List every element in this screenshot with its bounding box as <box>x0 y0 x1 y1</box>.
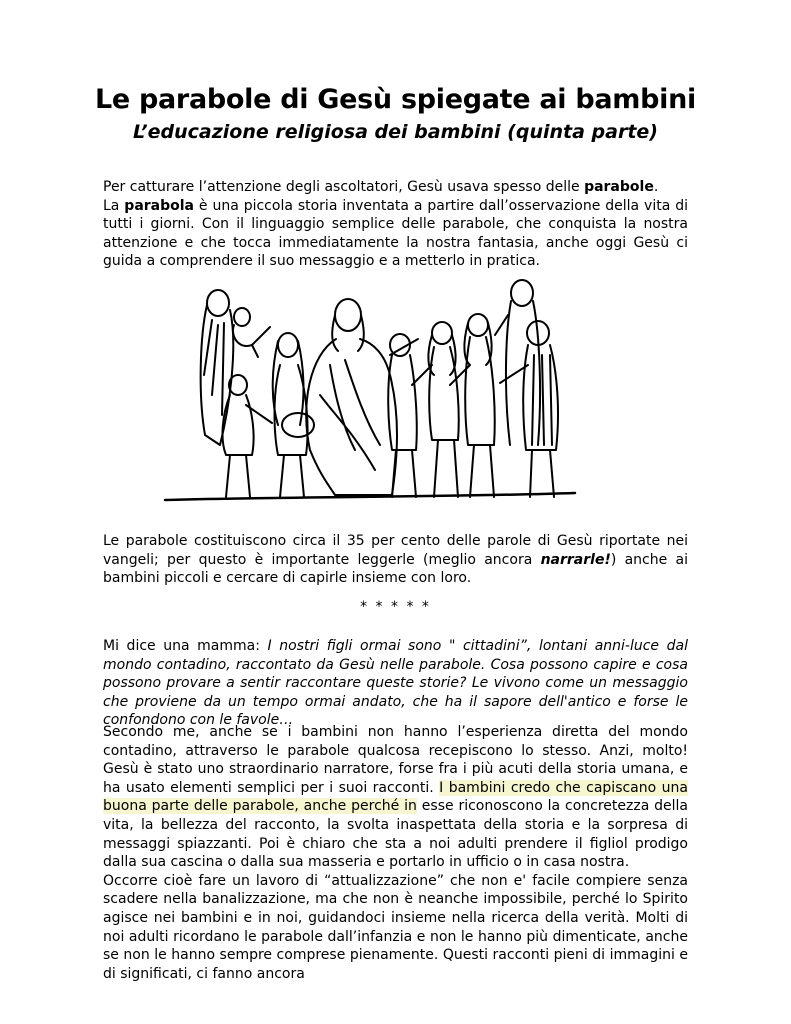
paragraph-quote <box>103 637 688 730</box>
emphasis-narrarle: narrarle! <box>540 551 611 568</box>
intro-line <box>103 178 688 197</box>
intro-paragraph-text: è una piccola storia inventata a partire dall’osservazione della vita di tutti i giorni. Con il linguaggio semplice delle parabole, che conquista la nostra attenzione e che tocca immediatamente la nostra fantasia, anche oggi Gesù ci guida a comprendere il suo messaggio e a metterlo in pratica. <box>103 197 688 270</box>
quote-text: I nostri figli ormai sono " cittadini”, lontani anni-luce dal mondo contadino, raccontato da Gesù nelle parabole. Cosa possono capire e cosa possono provare a sentir raccontare queste storie? Le vivono come un messaggio che proviene da un tempo ormai andato, che ha il sapore dell'antico e forse le confondono con le favole… <box>103 638 688 729</box>
intro-line-text: Per catturare l’attenzione degli ascoltatori, Gesù usava spesso delle <box>103 179 585 195</box>
intro-line-end: . <box>653 179 659 195</box>
page-subtitle: L’educazione religiosa dei bambini (quinta parte) <box>133 121 658 143</box>
page-title: Le parabole di Gesù spiegate ai bambini <box>94 84 697 115</box>
section-separator: * * * * * <box>360 599 431 615</box>
quote-intro: Mi dice una mamma: <box>103 638 268 654</box>
intro-section <box>103 178 688 271</box>
highlighted-text: I bambini credo che capiscano una buona parte delle parabole, anche perché in <box>103 779 688 815</box>
jesus-with-children-drawing-icon <box>160 275 580 510</box>
opinion-text-continued: esse riconoscono la concretezza della vita, la bellezza del racconto, la svolta inaspettata della storia e la sorpresa di messaggi spiazzanti. Poi è chiaro che sta a noi adulti prendere il figliol prodigo dalla sua cascina o dalla sua masseria e portarlo in ufficio o in casa nostra. <box>103 798 688 871</box>
attualizzazione-text: Occorre cioè fare un lavoro di “attualizzazione” che non e' facile compiere senza scadere nella banalizzazione, ma che non è neanche impossibile, perché lo Spirito agisce nei bambini e in noi, guidandoci insieme nella ricerca della verità. Molti di noi adulti ricordano le parabole dall’infanzia e non le hanno più dimenticate, anche se non le hanno sempre comprese pienamente. Questi racconti pieni di immagini e di significati, ci fanno ancora <box>103 872 688 982</box>
paragraph-percent-end: ) anche ai bambini piccoli e cercare di capirle insieme con loro. <box>103 551 688 587</box>
paragraph-percent-text: Le parabole costituiscono circa il 35 per cento delle parole di Gesù riportate nei vangeli; per questo è importante leggerle (meglio ancora <box>103 533 688 568</box>
intro-paragraph <box>103 197 688 271</box>
opinion-text: Secondo me, anche se i bambini non hanno l’esperienza diretta del mondo contadino, attraverso le parabole qualcosa recepiscono lo stesso. Anzi, molto! Gesù è stato uno straordinario narratore, forse fra i più acuti della storia umana, e ha usato elementi semplici per i suoi racconti. <box>103 724 688 796</box>
intro-bold-parabole: parabole <box>584 179 654 195</box>
intro-paragraph-start: La <box>103 197 125 214</box>
paragraph-opinion <box>103 723 688 983</box>
intro-bold-parabola: parabola <box>124 197 195 214</box>
paragraph-percent <box>103 532 688 588</box>
